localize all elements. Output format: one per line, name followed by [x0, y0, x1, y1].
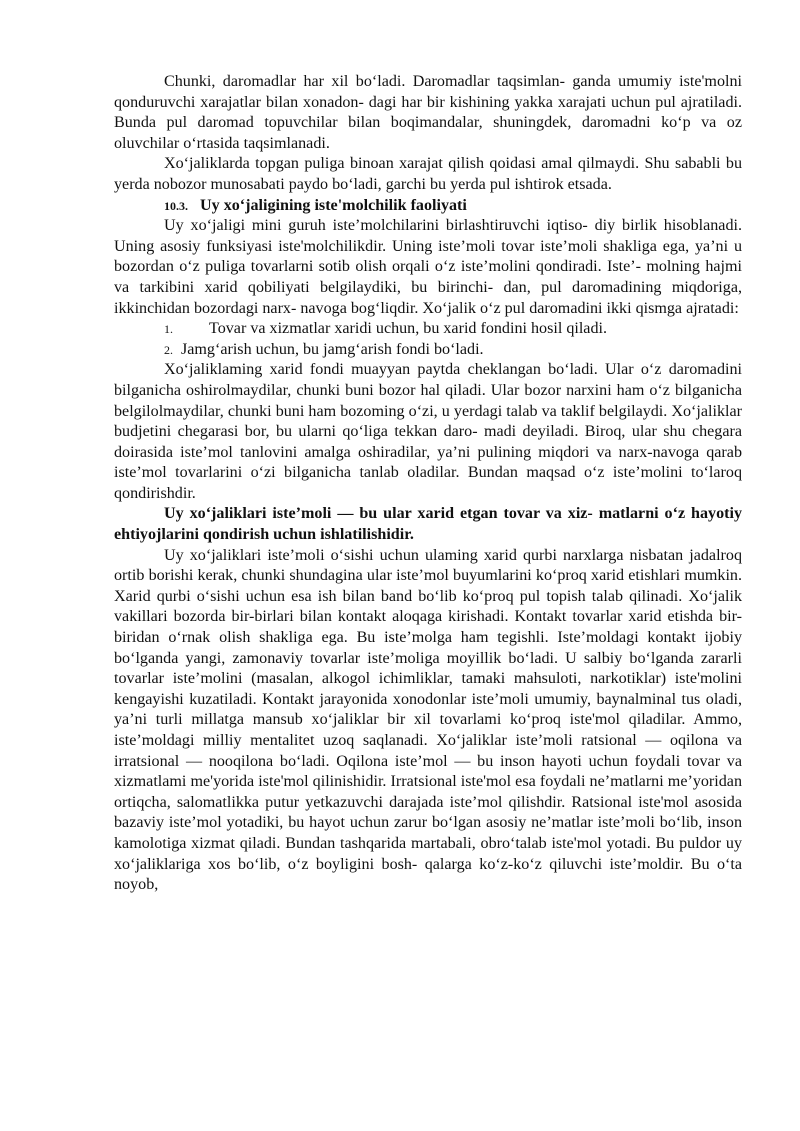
section-title: Uy xo‘jaligining iste'molchilik faoliyati: [200, 196, 467, 214]
paragraph-istemoli-osishi: Uy xo‘jaliklari iste’moli o‘sishi uchun ulaming xarid qurbi narxlarga nisbatan jadalroq ortib borishi kerak, chunki shundagina ular iste’mol buyumlarini ko‘proq xarid etishlari mumkin. Xarid qurbi o‘sishi uchun esa ish bilan band bo‘lib ko‘proq pul topish talab qilinadi. Xo‘jalik vakillari bozorda bir-birlari bilan kontakt aloqaga kirishadi. Kontakt tovarlar xarid etishda bir-biridan o‘rnak olish shakliga ega. Bu iste’molga ham tegishli. Iste’moldagi kontakt ijobiy bo‘lganda yangi, zamonaviy tovarlar iste’moliga moyillik bo‘ladi. U salbiy bo‘lganda zararli tovarlar iste’molini (masalan, alkogol ichimliklar, tamaki mahsuloti, narkotiklar) iste'molini kengayishi kuzatiladi. Kontakt jarayonida xonodonlar iste’moli umumiy, baynalminal tus oladi, ya’ni turli millatga mansub xo‘jaliklar bir xil tovarlami ko‘proq iste'mol qiladilar. Ammo, iste’moldagi milliy mentalitet uzoq saqlanadi. Xo‘jaliklar iste’moli ratsional — oqilona va irratsional — nooqilona bo‘ladi. Oqilona iste’mol — bu inson hayoti uchun foydali tovar va xizmatlami me'yorida iste'mol qilinishidir. Irratsional iste'mol esa foydali ne’matlarni me’yoridan ortiqcha, salomatlikka putur yetkazuvchi darajada iste’mol qilishdir. Ratsional iste'mol asosida bazaviy iste’mol yotadiki, bu hayot uchun zarur bo‘lgan asosiy ne’matlar iste’moli bo‘lib, inson kamolotiga xizmat qiladi. Bundan tashqarida martabali, obro‘talab iste'mol yotadi. Bu puldor uy xo‘jaliklariga xos bo‘lib, o‘z boyligini bosh- qalarga ko‘z-ko‘z qiluvchi iste’moldir. Bu o‘ta noyob,: [114, 546, 742, 894]
document-page: [114, 72, 742, 896]
paragraph-daromadlar: Chunki, daromadlar har xil bo‘ladi. Daromadlar taqsimlan- ganda umumiy iste'molni qonduruvchi xarajatlar bilan xonadon- dagi har bir kishining yakka xarajati uchun pul ajratiladi. Bunda pul daromad topuvchilar bilan boqimandalar, shuningdek, daromadni ko‘p va oz oluvchilar o‘rtasida taqsimlanadi.: [114, 73, 742, 152]
section-heading: [114, 196, 742, 217]
paragraph-uy-xojaligi: Uy xo‘jaligi mini guruh iste’molchilarini birlashtiruvchi iqtiso- diy birlik hisoblanadi. Uning asosiy funksiyasi iste'molchilikdir. Uning iste’moli tovar iste’moli shakliga ega, ya’ni u bozordan o‘z puliga tovarlarni sotib olish orqali o‘z iste’molini qondiradi. Iste’- molning hajmi va tarkibini xarid qobiliyati belgilaydiki, bu birinchi- dan, pul daromadining miqdoriga, ikkinchidan bozordagi narx- navoga bog‘liqdir. Xo‘jalik o‘z pul daromadini ikki qismga ajratadi:: [114, 217, 742, 317]
list-item: [114, 319, 742, 340]
list-item-number: 1.: [164, 322, 173, 337]
list-item-text: Tovar va xizmatlar xaridi uchun, bu xarid fondini hosil qiladi.: [209, 320, 607, 338]
list-item: [114, 340, 742, 361]
definition-paragraph: Uy xo‘jaliklari iste’moli — bu ular xarid etgan tovar va xiz- matlarni o‘z hayotiy ehtiyojlarini qondirish uchun ishlatilishidir.: [114, 505, 742, 544]
list-item-number: 2.: [164, 342, 173, 357]
section-number: 10.3.: [164, 198, 188, 213]
paragraph-xojaliklarda: Xo‘jaliklarda topgan puliga binoan xarajat qilish qoidasi amal qilmaydi. Shu sababli bu yerda nobozor munosabati paydo bo‘ladi, garchi bu yerda pul ishtirok etsada.: [114, 155, 742, 193]
list-item-text: Jamg‘arish uchun, bu jamg‘arish fondi bo‘ladi.: [181, 340, 484, 358]
paragraph-xarid-fondi: Xo‘jaliklaming xarid fondi muayyan paytda cheklangan bo‘ladi. Ular o‘z daromadini bilganicha oshirolmaydilar, chunki buni bozor hal qiladi. Ular bozor narxini ham o‘z bilganicha belgilolmaydilar, chunki buni ham bozoming o‘zi, u yerdagi talab va taklif belgilaydi. Xo‘jaliklar budjetini chegarasi bor, bu ularni qo‘liga tekkan daro- madi deyiladi. Biroq, ular shu chegara doirasida iste’mol tanlovini amalga oshiradilar, ya’ni pulining miqdori va narx-navoga qarab iste’mol tovarlarini o‘zi bilganicha tanlab oladilar. Bundan maqsad o‘z iste’molini to‘laroq qondirishdir.: [114, 361, 742, 502]
